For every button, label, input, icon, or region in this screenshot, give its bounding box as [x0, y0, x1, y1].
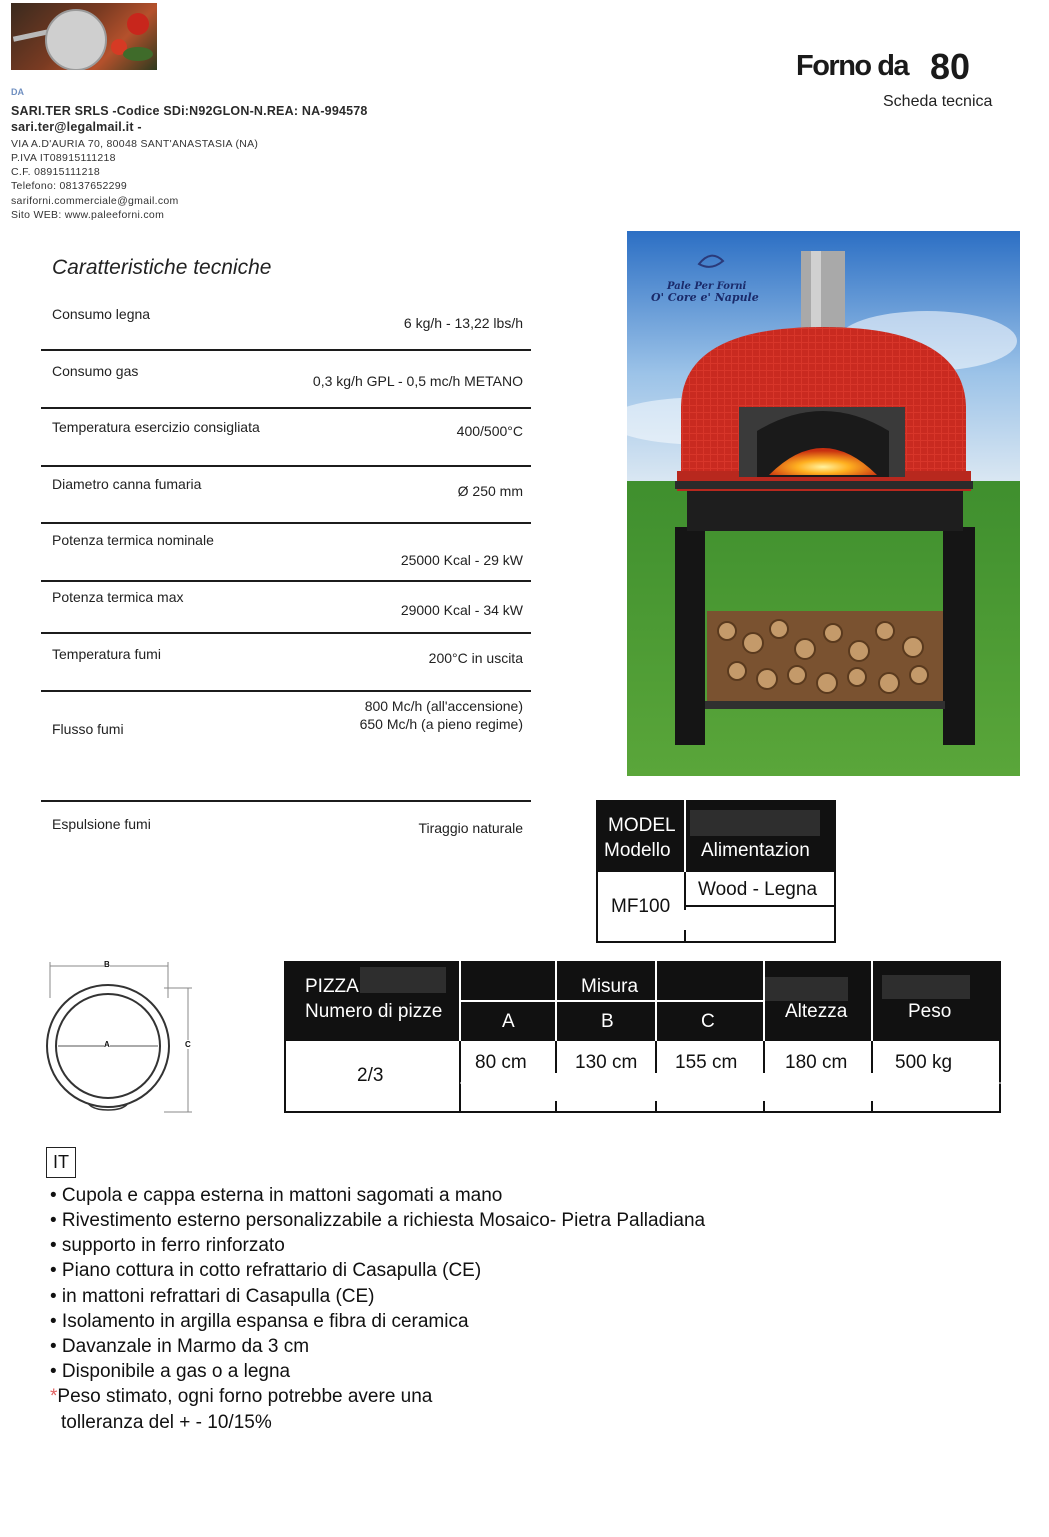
feature-item: • Isolamento in argilla espansa e fibra di ceramica [50, 1311, 469, 1332]
feature-item: • Davanzale in Marmo da 3 cm [50, 1336, 310, 1357]
spec-label: Consumo legna [52, 306, 151, 322]
oven-dimension-diagram [46, 958, 196, 1118]
value-a: 80 cm [475, 1052, 527, 1073]
spec-value: 800 Mc/h (all'accensione) [364, 698, 523, 714]
spec-label: Temperatura fumi [52, 646, 161, 662]
spec-divider [41, 465, 531, 467]
header-peso: Peso [908, 1001, 952, 1022]
spec-divider [41, 580, 531, 582]
spec-divider [41, 690, 531, 692]
sender-vat: P.IVA IT08915111218 [11, 152, 116, 164]
page-title: Forno da [796, 50, 909, 82]
language-badge: IT [46, 1147, 76, 1178]
feature-item: • Piano cottura in cotto refrattario di Casapulla (CE) [50, 1260, 482, 1281]
spec-divider [41, 522, 531, 524]
photo-brand-line2: O' Core e' Napule [651, 291, 759, 304]
spec-label: Potenza termica max [52, 589, 184, 605]
value-c: 155 cm [675, 1052, 738, 1073]
page-title-number: 80 [930, 46, 971, 87]
sender-website: Sito WEB: www.paleeforni.com [11, 209, 165, 221]
sender-email: sariforni.commerciale@gmail.com [11, 195, 179, 207]
model-header-en: MODEL [608, 815, 676, 836]
header-altezza: Altezza [785, 1001, 848, 1022]
spec-value: 400/500°C [456, 423, 523, 439]
feature-item: • supporto in ferro rinforzato [50, 1235, 285, 1256]
feature-item: • Cupola e cappa esterna in mattoni sagomati a mano [50, 1185, 503, 1206]
feed-header: Alimentazion [701, 840, 810, 861]
brand-logo [11, 3, 157, 70]
value-b: 130 cm [575, 1052, 638, 1073]
photo-brand-line1: Pale Per Forni [667, 281, 747, 292]
sender-company: SARI.TER SRLS -Codice SDi:N92GLON-N.REA: NA-994578 sari.ter@legalmail.it - [11, 104, 368, 134]
feature-item: • Rivestimento esterno personalizzabile a richiesta Mosaico- Pietra Palladiana [50, 1210, 706, 1231]
feature-item: • in mattoni refrattari di Casapulla (CE) [50, 1286, 375, 1307]
spec-value: 29000 Kcal - 34 kW [400, 602, 523, 618]
diagram-label-b: B [104, 960, 110, 969]
sender-phone: Telefono: 08137652299 [11, 180, 128, 192]
header-b: B [601, 1011, 614, 1032]
spec-divider [41, 632, 531, 634]
value-pizza-count: 2/3 [357, 1065, 384, 1086]
spec-value: Ø 250 mm [457, 483, 523, 499]
size-table [284, 961, 1001, 1113]
spec-label: Consumo gas [52, 363, 139, 379]
specs-heading: Caratteristiche tecniche [52, 256, 272, 279]
spec-value: 0,3 kg/h GPL - 0,5 mc/h METANO [312, 373, 523, 389]
weight-note [50, 1386, 432, 1408]
spec-label: Diametro canna fumaria [52, 476, 202, 492]
model-header-it: Modello [604, 840, 671, 861]
page-subtitle: Scheda tecnica [883, 93, 993, 110]
oven-photo [627, 231, 1020, 776]
header-misura: Misura [581, 976, 639, 997]
feed-value: Wood - Legna [698, 879, 818, 900]
sender-label: DA [11, 87, 24, 97]
value-peso: 500 kg [895, 1052, 953, 1073]
spec-divider [41, 349, 531, 351]
feature-item: • Disponibile a gas o a legna [50, 1361, 291, 1382]
spec-value: 25000 Kcal - 29 kW [400, 552, 523, 568]
spec-label: Temperatura esercizio consigliata [52, 419, 260, 435]
model-table [596, 800, 836, 943]
spec-value-secondary: 650 Mc/h (a pieno regime) [359, 716, 523, 732]
header-pizza-count: Numero di pizze [305, 1001, 443, 1022]
header-pizza: PIZZA [305, 976, 359, 997]
value-altezza: 180 cm [785, 1052, 848, 1073]
diagram-label-c: C [185, 1040, 191, 1049]
spec-value: Tiraggio naturale [418, 820, 523, 836]
spec-label: Flusso fumi [52, 721, 124, 737]
note-asterisk: * [50, 1386, 58, 1407]
spec-label: Espulsione fumi [52, 816, 151, 832]
spec-divider [41, 407, 531, 409]
model-value: MF100 [611, 896, 671, 917]
spec-value: 200°C in uscita [428, 650, 523, 666]
diagram-label-a: A [104, 1040, 110, 1049]
note-line-2: tolleranza del + - 10/15% [61, 1412, 272, 1433]
spec-value: 6 kg/h - 13,22 lbs/h [403, 315, 523, 331]
spec-divider [41, 800, 531, 802]
header-a: A [502, 1011, 515, 1032]
sender-fiscal-code: C.F. 08915111218 [11, 166, 101, 178]
note-line-1: Peso stimato, ogni forno potrebbe avere una [57, 1386, 433, 1407]
spec-label: Potenza termica nominale [52, 532, 214, 548]
header-c: C [701, 1011, 715, 1032]
sender-address: VIA A.D'AURIA 70, 80048 SANT'ANASTASIA (NA) [11, 138, 259, 150]
